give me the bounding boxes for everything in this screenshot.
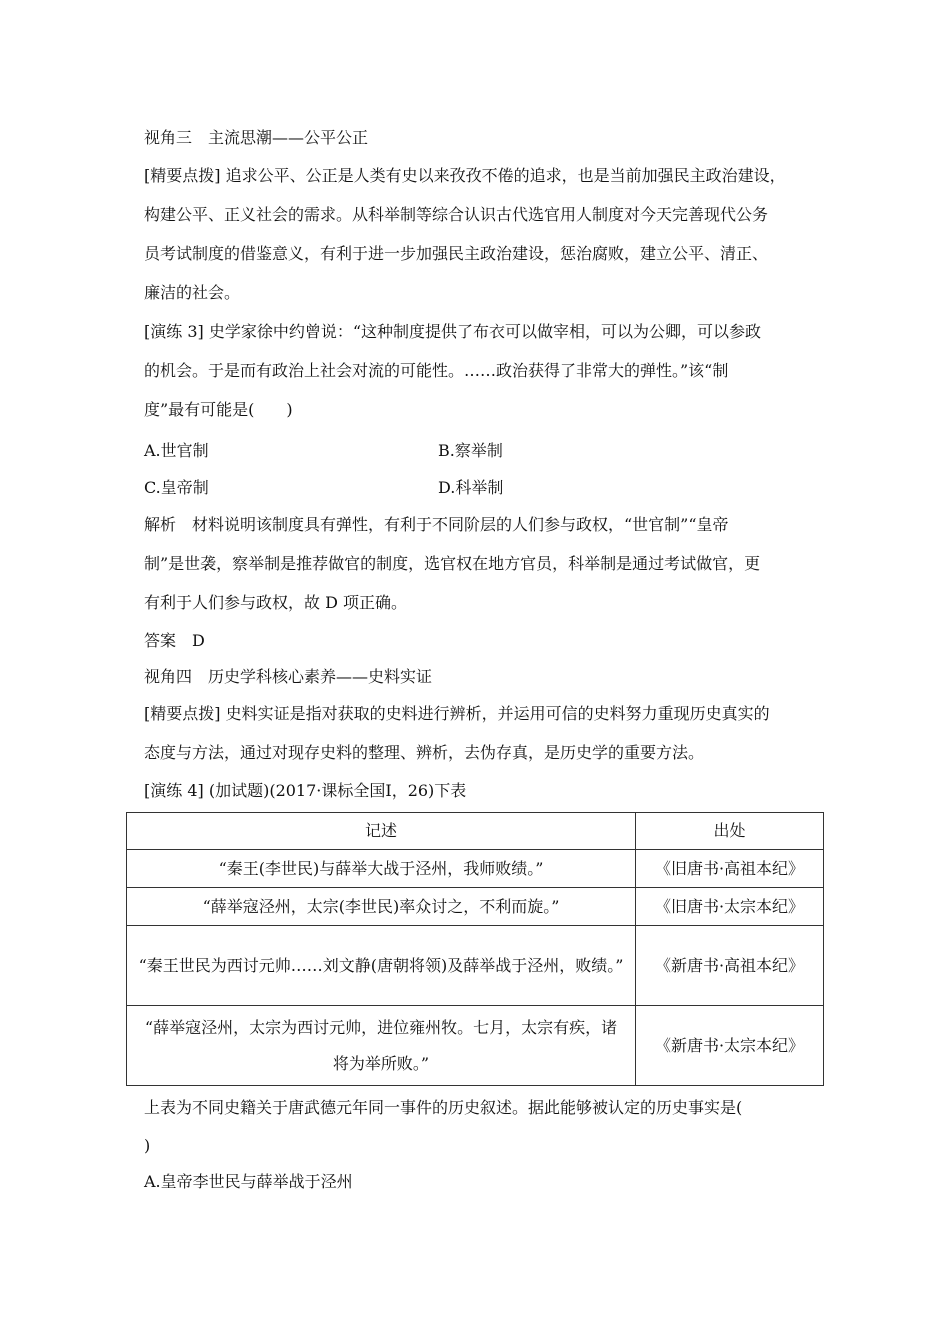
section3-tip-line-1: [精要点拨] 追求公平、公正是人类有史以来孜孜不倦的追求，也是当前加强民主政治建设， (144, 166, 786, 185)
option-a: A.世官制 (144, 441, 209, 460)
source-cell: 《旧唐书·太宗本纪》 (636, 888, 824, 926)
section4-tip-line-1: [精要点拨] 史料实证是指对获取的史料进行辨析，并运用可信的史料努力重现历史真实的 (144, 704, 770, 723)
analysis-line-1: 解析 材料说明该制度具有弹性，有利于不同阶层的人们参与政权，“世官制”“皇帝 (144, 515, 729, 534)
section3-tip-line-4: 廉洁的社会。 (144, 283, 241, 302)
exercise4-intro: [演练 4] (加试题)(2017·课标全国Ⅰ，26)下表 (144, 781, 467, 800)
section4-tip-line-2: 态度与方法，通过对现存史料的整理、辨析，去伪存真，是历史学的重要方法。 (144, 743, 705, 762)
table-row (127, 888, 824, 926)
section3-tip-line-2: 构建公平、正义社会的需求。从科举制等综合认识古代选官用人制度对今天完善现代公务 (144, 205, 769, 224)
question-line-1: 上表为不同史籍关于唐武德元年同一事件的历史叙述。据此能够被认定的历史事实是( (144, 1098, 743, 1117)
source-table (126, 812, 824, 1086)
source-cell: 《旧唐书·高祖本纪》 (636, 850, 824, 888)
question-line-2: ) (144, 1136, 151, 1155)
header-source: 出处 (636, 813, 824, 850)
option-c: C.皇帝制 (144, 478, 209, 497)
section3-heading: 视角三 主流思潮——公平公正 (144, 128, 369, 147)
header-record: 记述 (127, 813, 636, 850)
exercise3-line-1: [演练 3] 史学家徐中约曾说：“这种制度提供了布衣可以做宰相，可以为公卿，可以参政 (144, 322, 762, 341)
table-row (127, 1006, 824, 1086)
record-cell: “秦王(李世民)与薛举大战于泾州，我师败绩。” (127, 850, 636, 888)
source-cell: 《新唐书·高祖本纪》 (636, 926, 824, 1006)
table-row (127, 926, 824, 1006)
analysis-line-3: 有利于人们参与政权，故 D 项正确。 (144, 593, 408, 612)
analysis-line-2: 制”是世袭，察举制是推荐做官的制度，选官权在地方官员，科举制是通过考试做官，更 (144, 554, 761, 573)
record-cell: “薛举寇泾州，太宗(李世民)率众讨之，不利而旋。” (127, 888, 636, 926)
source-cell: 《新唐书·太宗本纪》 (636, 1006, 824, 1086)
option-d: D.科举制 (438, 478, 504, 497)
answer: 答案 D (144, 631, 205, 650)
option-b: B.察举制 (438, 441, 503, 460)
exercise3-line-2: 的机会。于是而有政治上社会对流的可能性。……政治获得了非常大的弹性。”该“制 (144, 361, 729, 380)
table-header-row (127, 813, 824, 850)
exercise3-line-3: 度”最有可能是( ) (144, 400, 293, 419)
section4-heading: 视角四 历史学科核心素养——史料实证 (144, 667, 433, 686)
section3-tip-line-3: 员考试制度的借鉴意义，有利于进一步加强民主政治建设，惩治腐败，建立公平、清正、 (144, 244, 769, 263)
table-row (127, 850, 824, 888)
record-cell: “秦王世民为西讨元帅……刘文静(唐朝将领)及薛举战于泾州，败绩。” (127, 926, 636, 1006)
record-cell: “薛举寇泾州，太宗为西讨元帅，进位雍州牧。七月，太宗有疾，诸将为举所败。” (127, 1006, 636, 1086)
question-option-a: A.皇帝李世民与薛举战于泾州 (144, 1172, 353, 1191)
